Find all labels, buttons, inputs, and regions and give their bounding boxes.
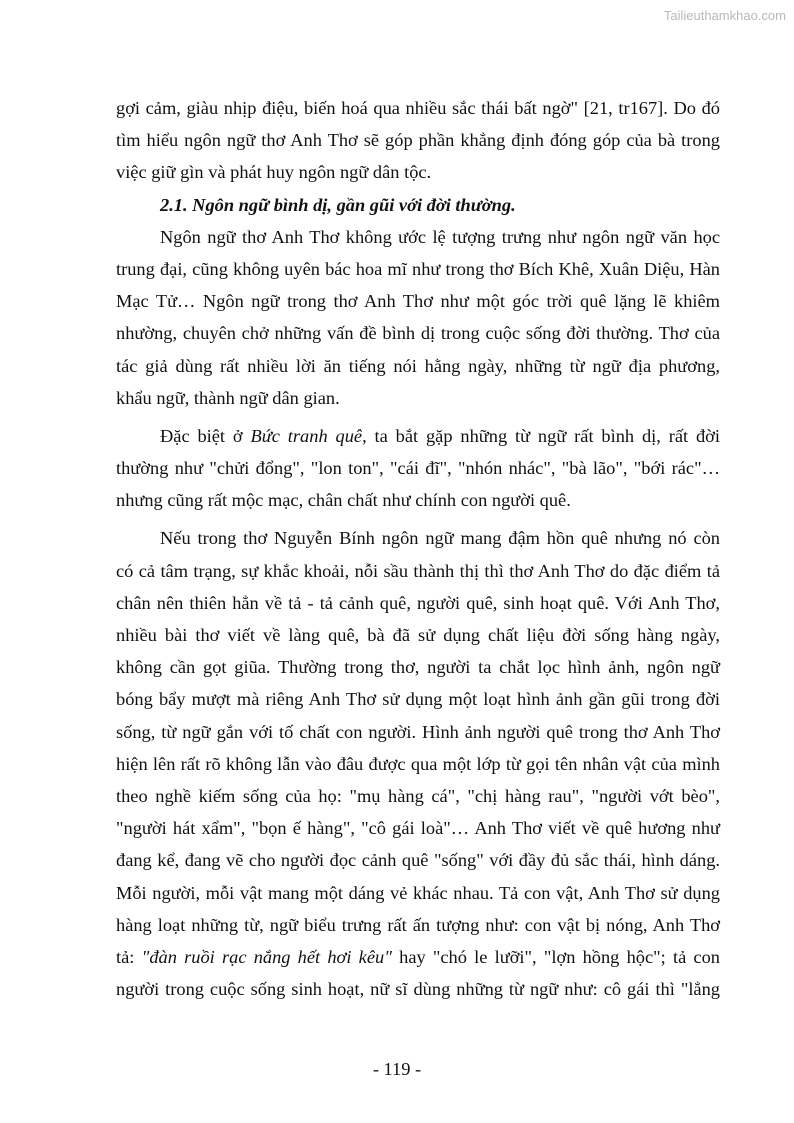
section-heading: 2.1. Ngôn ngữ bình dị, gần gũi với đời thường. xyxy=(160,194,516,215)
paragraph-1 xyxy=(116,221,720,414)
text-line: trung đại, cũng không uyên bác hoa mĩ như trong thơ Bích Khê, Xuân Diệu, Hàn xyxy=(116,258,720,279)
text-line: nhiều bài thơ viết về làng quê, bà đã sử dụng chất liệu đời sống hàng ngày, xyxy=(116,625,720,645)
text-line: nhưng cũng rất mộc mạc, chân chất như chính con người quê. xyxy=(116,490,571,511)
text-line: "người hát xẩm", "bọn ế hàng", "cô gái loà"… Anh Thơ viết về quê hương như xyxy=(116,818,720,839)
text-line: đang kể, đang vẽ cho người đọc cảnh quê "sống" với đầy đủ sắc thái, hình dáng. xyxy=(116,850,720,871)
text-line: Mỗi người, mỗi vật mang một dáng vẻ khác nhau. Tả con vật, Anh Thơ sử dụng xyxy=(116,882,720,903)
document-body xyxy=(116,92,720,1005)
watermark: Tailieuthamkhao.com xyxy=(663,8,786,23)
text-line: theo nghề kiếm sống của họ: "mụ hàng cá", "chị hàng rau", "người vớt bèo", xyxy=(116,785,720,806)
text-line: sống, từ ngữ gắn với tố chất con người. Hình ảnh người quê trong thơ Anh Thơ xyxy=(116,721,720,742)
text-line: gợi cảm, giàu nhịp điệu, biến hoá qua nhiều sắc thái bất ngờ" [21, tr167]. Do đó xyxy=(116,98,720,118)
text-line: Ngôn ngữ thơ Anh Thơ không ước lệ tượng trưng như ngôn ngữ văn học xyxy=(160,226,720,247)
text-line: hàng loạt những từ, ngữ biểu trưng rất ấn tượng như: con vật bị nóng, Anh Thơ xyxy=(116,914,720,935)
text-line: có cả tâm trạng, sự khắc khoải, nỗi sầu thành thị thì thơ Anh Thơ do đặc điểm tả xyxy=(116,560,720,581)
text-line: tìm hiểu ngôn ngữ thơ Anh Thơ sẽ góp phần khẳng định đóng góp của bà trong xyxy=(116,130,720,151)
text-line: Nếu trong thơ Nguyễn Bính ngôn ngữ mang đậm hồn quê nhưng nó còn xyxy=(160,528,720,549)
text-run: hay "chó le lưỡi", "lợn hồng hộc"; tả con xyxy=(391,946,720,967)
text-line: thường như "chửi đổng", "lon ton", "cái đĩ", "nhón nhác", "bà lão", "bới rác"… xyxy=(116,458,720,479)
paragraph-intro xyxy=(116,92,720,189)
text-line: khẩu ngữ, thành ngữ dân gian. xyxy=(116,387,340,408)
text-line: chân nên thiên hẳn về tả - tả cảnh quê, người quê, sinh hoạt quê. Với Anh Thơ, xyxy=(116,592,720,613)
text-line: nhường, chuyên chở những vấn đề bình dị trong cuộc sống đời thường. Thơ của xyxy=(116,323,720,344)
text-line: việc giữ gìn và phát huy ngôn ngữ dân tộc. xyxy=(116,162,432,183)
text-line: tác giả dùng rất nhiều lời ăn tiếng nói hằng ngày, những từ ngữ địa phương, xyxy=(116,355,720,376)
text-line: người trong cuộc sống sinh hoạt, nữ sĩ dùng những từ ngữ như: cô gái thì "lẳng xyxy=(116,979,720,1000)
page-number: - 119 - xyxy=(372,1059,422,1079)
text-run: tả: xyxy=(116,946,142,967)
italic-quote: "đàn ruồi rạc nắng hết hơi kêu" xyxy=(141,946,392,967)
text-line: không cần gọt giũa. Thường trong thơ, người ta chắt lọc hình ảnh, ngôn ngữ xyxy=(116,657,720,678)
text-run: Đặc biệt ở xyxy=(160,425,251,446)
text-line: hiện lên rất rõ không lẫn vào đâu được qua một lớp từ gọi tên nhân vật của mình xyxy=(116,753,720,774)
text-run: , ta bắt gặp những từ ngữ rất bình dị, rất đời xyxy=(362,425,721,446)
text-line xyxy=(116,941,720,973)
paragraph-2 xyxy=(116,420,720,517)
paragraph-3 xyxy=(116,522,720,1005)
text-line: Mạc Tử… Ngôn ngữ trong thơ Anh Thơ như một góc trời quê lặng lẽ khiêm xyxy=(116,291,720,312)
text-line: bóng bẩy mượt mà riêng Anh Thơ sử dụng một loạt hình ảnh gần gũi trong đời xyxy=(116,689,720,710)
italic-title: Bức tranh quê xyxy=(250,425,363,446)
text-line xyxy=(116,420,720,452)
